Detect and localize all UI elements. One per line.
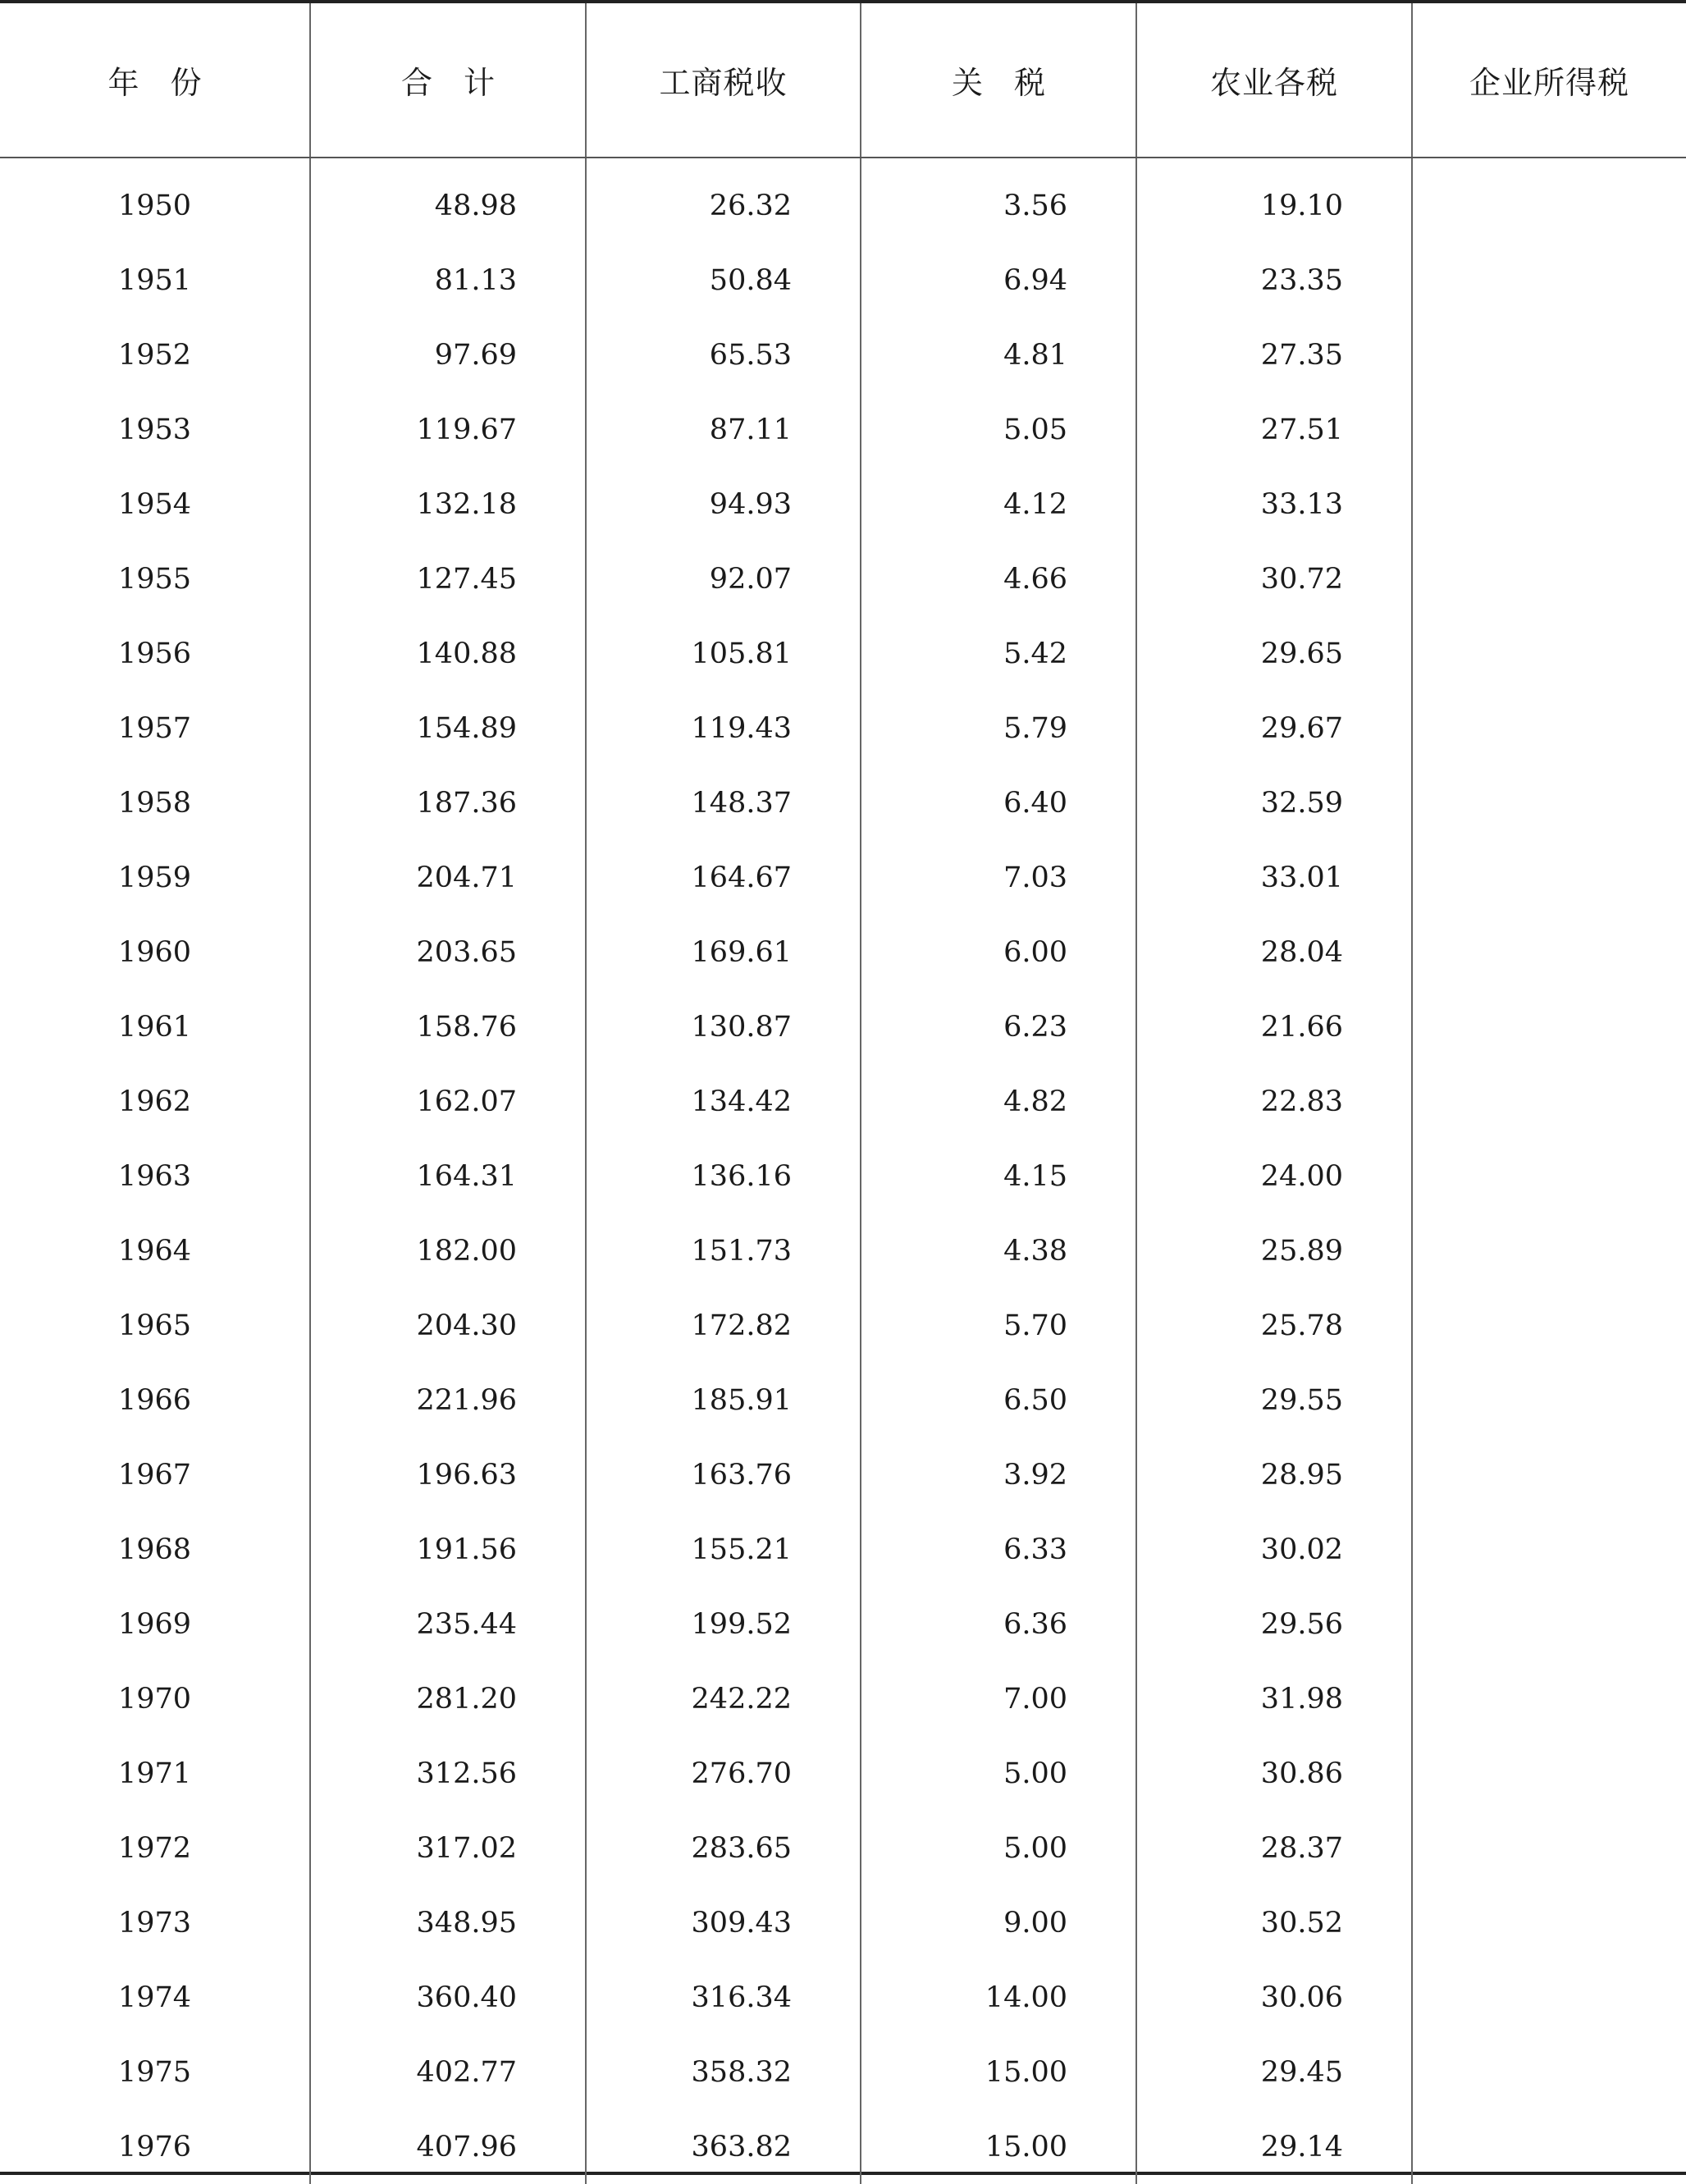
industrial-commercial-tax-cell: 309.43: [586, 1885, 861, 1960]
customs-duty-cell: 5.70: [861, 1288, 1136, 1363]
table-row: [0, 467, 1686, 541]
table-row: [0, 1811, 1686, 1885]
industrial-commercial-tax-cell: 363.82: [586, 2109, 861, 2184]
customs-duty-cell: 15.00: [861, 2035, 1136, 2109]
total-cell: 317.02: [310, 1811, 586, 1885]
agricultural-taxes-cell: 21.66: [1136, 989, 1412, 1064]
year-cell: 1972: [0, 1811, 310, 1885]
year-cell: 1954: [0, 467, 310, 541]
header-total: 合计: [310, 3, 586, 158]
total-cell: 312.56: [310, 1736, 586, 1811]
total-cell: 402.77: [310, 2035, 586, 2109]
year-cell: 1961: [0, 989, 310, 1064]
enterprise-income-tax-cell: [1412, 616, 1686, 691]
customs-duty-cell: 6.33: [861, 1512, 1136, 1587]
table-row: [0, 1885, 1686, 1960]
table-row: [0, 1363, 1686, 1437]
customs-duty-cell: 7.03: [861, 840, 1136, 915]
table-body: [0, 158, 1686, 2184]
enterprise-income-tax-cell: [1412, 1512, 1686, 1587]
table-row: [0, 1736, 1686, 1811]
agricultural-taxes-cell: 29.14: [1136, 2109, 1412, 2184]
table-row: [0, 1139, 1686, 1213]
total-cell: 407.96: [310, 2109, 586, 2184]
header-agricultural-taxes: 农业各税: [1136, 3, 1412, 158]
table-row: [0, 1661, 1686, 1736]
year-cell: 1957: [0, 691, 310, 765]
year-cell: 1974: [0, 1960, 310, 2035]
customs-duty-cell: 5.05: [861, 392, 1136, 467]
enterprise-income-tax-cell: [1412, 915, 1686, 989]
year-cell: 1960: [0, 915, 310, 989]
customs-duty-cell: 4.15: [861, 1139, 1136, 1213]
customs-duty-cell: 4.82: [861, 1064, 1136, 1139]
industrial-commercial-tax-cell: 199.52: [586, 1587, 861, 1661]
table-header: [0, 3, 1686, 158]
header-enterprise-income-tax: 企业所得税: [1412, 3, 1686, 158]
customs-duty-cell: 15.00: [861, 2109, 1136, 2184]
industrial-commercial-tax-cell: 276.70: [586, 1736, 861, 1811]
agricultural-taxes-cell: 22.83: [1136, 1064, 1412, 1139]
year-cell: 1966: [0, 1363, 310, 1437]
table-row: [0, 541, 1686, 616]
header-row: [0, 3, 1686, 158]
industrial-commercial-tax-cell: 130.87: [586, 989, 861, 1064]
enterprise-income-tax-cell: [1412, 1213, 1686, 1288]
agricultural-taxes-cell: 31.98: [1136, 1661, 1412, 1736]
agricultural-taxes-cell: 32.59: [1136, 765, 1412, 840]
table-row: [0, 915, 1686, 989]
industrial-commercial-tax-cell: 155.21: [586, 1512, 861, 1587]
industrial-commercial-tax-cell: 151.73: [586, 1213, 861, 1288]
agricultural-taxes-cell: 28.95: [1136, 1437, 1412, 1512]
total-cell: 162.07: [310, 1064, 586, 1139]
industrial-commercial-tax-cell: 94.93: [586, 467, 861, 541]
total-cell: 360.40: [310, 1960, 586, 2035]
customs-duty-cell: 5.79: [861, 691, 1136, 765]
enterprise-income-tax-cell: [1412, 158, 1686, 243]
total-cell: 132.18: [310, 467, 586, 541]
year-cell: 1976: [0, 2109, 310, 2184]
customs-duty-cell: 6.00: [861, 915, 1136, 989]
total-cell: 204.71: [310, 840, 586, 915]
table-row: [0, 691, 1686, 765]
table-row: [0, 1213, 1686, 1288]
table-row: [0, 1437, 1686, 1512]
enterprise-income-tax-cell: [1412, 1811, 1686, 1885]
customs-duty-cell: 6.40: [861, 765, 1136, 840]
year-cell: 1951: [0, 243, 310, 318]
year-cell: 1969: [0, 1587, 310, 1661]
enterprise-income-tax-cell: [1412, 318, 1686, 392]
agricultural-taxes-cell: 29.55: [1136, 1363, 1412, 1437]
table-row: [0, 392, 1686, 467]
enterprise-income-tax-cell: [1412, 1288, 1686, 1363]
customs-duty-cell: 3.92: [861, 1437, 1136, 1512]
enterprise-income-tax-cell: [1412, 1661, 1686, 1736]
total-cell: 281.20: [310, 1661, 586, 1736]
agricultural-taxes-cell: 30.02: [1136, 1512, 1412, 1587]
total-cell: 140.88: [310, 616, 586, 691]
customs-duty-cell: 4.81: [861, 318, 1136, 392]
table-row: [0, 765, 1686, 840]
table-row: [0, 2109, 1686, 2184]
enterprise-income-tax-cell: [1412, 765, 1686, 840]
agricultural-taxes-cell: 30.06: [1136, 1960, 1412, 2035]
customs-duty-cell: 6.50: [861, 1363, 1136, 1437]
industrial-commercial-tax-cell: 148.37: [586, 765, 861, 840]
enterprise-income-tax-cell: [1412, 1960, 1686, 2035]
customs-duty-cell: 6.36: [861, 1587, 1136, 1661]
table-row: [0, 840, 1686, 915]
year-cell: 1965: [0, 1288, 310, 1363]
industrial-commercial-tax-cell: 164.67: [586, 840, 861, 915]
enterprise-income-tax-cell: [1412, 541, 1686, 616]
enterprise-income-tax-cell: [1412, 1064, 1686, 1139]
industrial-commercial-tax-cell: 169.61: [586, 915, 861, 989]
customs-duty-cell: 6.23: [861, 989, 1136, 1064]
agricultural-taxes-cell: 24.00: [1136, 1139, 1412, 1213]
industrial-commercial-tax-cell: 283.65: [586, 1811, 861, 1885]
customs-duty-cell: 4.12: [861, 467, 1136, 541]
agricultural-taxes-cell: 29.67: [1136, 691, 1412, 765]
enterprise-income-tax-cell: [1412, 1587, 1686, 1661]
year-cell: 1975: [0, 2035, 310, 2109]
industrial-commercial-tax-cell: 136.16: [586, 1139, 861, 1213]
customs-duty-cell: 4.38: [861, 1213, 1136, 1288]
table-row: [0, 318, 1686, 392]
table-row: [0, 1288, 1686, 1363]
year-cell: 1953: [0, 392, 310, 467]
year-cell: 1964: [0, 1213, 310, 1288]
year-cell: 1970: [0, 1661, 310, 1736]
enterprise-income-tax-cell: [1412, 2109, 1686, 2184]
enterprise-income-tax-cell: [1412, 1885, 1686, 1960]
table-row: [0, 1512, 1686, 1587]
year-cell: 1967: [0, 1437, 310, 1512]
agricultural-taxes-cell: 30.72: [1136, 541, 1412, 616]
agricultural-taxes-cell: 27.51: [1136, 392, 1412, 467]
total-cell: 127.45: [310, 541, 586, 616]
enterprise-income-tax-cell: [1412, 691, 1686, 765]
agricultural-taxes-cell: 23.35: [1136, 243, 1412, 318]
table-row: [0, 989, 1686, 1064]
industrial-commercial-tax-cell: 185.91: [586, 1363, 861, 1437]
tax-revenue-table: [0, 3, 1686, 2184]
agricultural-taxes-cell: 29.65: [1136, 616, 1412, 691]
total-cell: 81.13: [310, 243, 586, 318]
total-cell: 48.98: [310, 158, 586, 243]
enterprise-income-tax-cell: [1412, 1437, 1686, 1512]
total-cell: 158.76: [310, 989, 586, 1064]
customs-duty-cell: 5.42: [861, 616, 1136, 691]
agricultural-taxes-cell: 30.52: [1136, 1885, 1412, 1960]
enterprise-income-tax-cell: [1412, 243, 1686, 318]
table-row: [0, 243, 1686, 318]
total-cell: 196.63: [310, 1437, 586, 1512]
agricultural-taxes-cell: 28.04: [1136, 915, 1412, 989]
enterprise-income-tax-cell: [1412, 467, 1686, 541]
agricultural-taxes-cell: 29.45: [1136, 2035, 1412, 2109]
industrial-commercial-tax-cell: 134.42: [586, 1064, 861, 1139]
year-cell: 1956: [0, 616, 310, 691]
customs-duty-cell: 9.00: [861, 1885, 1136, 1960]
agricultural-taxes-cell: 30.86: [1136, 1736, 1412, 1811]
enterprise-income-tax-cell: [1412, 989, 1686, 1064]
customs-duty-cell: 14.00: [861, 1960, 1136, 2035]
total-cell: 182.00: [310, 1213, 586, 1288]
total-cell: 154.89: [310, 691, 586, 765]
total-cell: 221.96: [310, 1363, 586, 1437]
header-customs-duty: 关税: [861, 3, 1136, 158]
year-cell: 1950: [0, 158, 310, 243]
year-cell: 1962: [0, 1064, 310, 1139]
agricultural-taxes-cell: 25.89: [1136, 1213, 1412, 1288]
industrial-commercial-tax-cell: 358.32: [586, 2035, 861, 2109]
year-cell: 1952: [0, 318, 310, 392]
customs-duty-cell: 4.66: [861, 541, 1136, 616]
year-cell: 1971: [0, 1736, 310, 1811]
customs-duty-cell: 5.00: [861, 1736, 1136, 1811]
industrial-commercial-tax-cell: 87.11: [586, 392, 861, 467]
year-cell: 1955: [0, 541, 310, 616]
total-cell: 348.95: [310, 1885, 586, 1960]
total-cell: 119.67: [310, 392, 586, 467]
agricultural-taxes-cell: 33.01: [1136, 840, 1412, 915]
table-row: [0, 616, 1686, 691]
total-cell: 204.30: [310, 1288, 586, 1363]
total-cell: 235.44: [310, 1587, 586, 1661]
total-cell: 164.31: [310, 1139, 586, 1213]
enterprise-income-tax-cell: [1412, 1363, 1686, 1437]
year-cell: 1973: [0, 1885, 310, 1960]
customs-duty-cell: 6.94: [861, 243, 1136, 318]
enterprise-income-tax-cell: [1412, 1139, 1686, 1213]
agricultural-taxes-cell: 19.10: [1136, 158, 1412, 243]
total-cell: 187.36: [310, 765, 586, 840]
customs-duty-cell: 3.56: [861, 158, 1136, 243]
table-row: [0, 158, 1686, 243]
industrial-commercial-tax-cell: 242.22: [586, 1661, 861, 1736]
total-cell: 203.65: [310, 915, 586, 989]
customs-duty-cell: 7.00: [861, 1661, 1136, 1736]
header-year: 年份: [0, 3, 310, 158]
year-cell: 1968: [0, 1512, 310, 1587]
agricultural-taxes-cell: 29.56: [1136, 1587, 1412, 1661]
industrial-commercial-tax-cell: 50.84: [586, 243, 861, 318]
table-row: [0, 1064, 1686, 1139]
industrial-commercial-tax-cell: 119.43: [586, 691, 861, 765]
table-row: [0, 2035, 1686, 2109]
enterprise-income-tax-cell: [1412, 840, 1686, 915]
industrial-commercial-tax-cell: 163.76: [586, 1437, 861, 1512]
total-cell: 191.56: [310, 1512, 586, 1587]
customs-duty-cell: 5.00: [861, 1811, 1136, 1885]
table-row: [0, 1587, 1686, 1661]
agricultural-taxes-cell: 27.35: [1136, 318, 1412, 392]
industrial-commercial-tax-cell: 26.32: [586, 158, 861, 243]
industrial-commercial-tax-cell: 105.81: [586, 616, 861, 691]
enterprise-income-tax-cell: [1412, 1736, 1686, 1811]
header-industrial-commercial-tax: 工商税收: [586, 3, 861, 158]
industrial-commercial-tax-cell: 172.82: [586, 1288, 861, 1363]
agricultural-taxes-cell: 33.13: [1136, 467, 1412, 541]
industrial-commercial-tax-cell: 65.53: [586, 318, 861, 392]
year-cell: 1963: [0, 1139, 310, 1213]
total-cell: 97.69: [310, 318, 586, 392]
industrial-commercial-tax-cell: 316.34: [586, 1960, 861, 2035]
industrial-commercial-tax-cell: 92.07: [586, 541, 861, 616]
table-row: [0, 1960, 1686, 2035]
enterprise-income-tax-cell: [1412, 2035, 1686, 2109]
year-cell: 1958: [0, 765, 310, 840]
enterprise-income-tax-cell: [1412, 392, 1686, 467]
year-cell: 1959: [0, 840, 310, 915]
agricultural-taxes-cell: 28.37: [1136, 1811, 1412, 1885]
agricultural-taxes-cell: 25.78: [1136, 1288, 1412, 1363]
